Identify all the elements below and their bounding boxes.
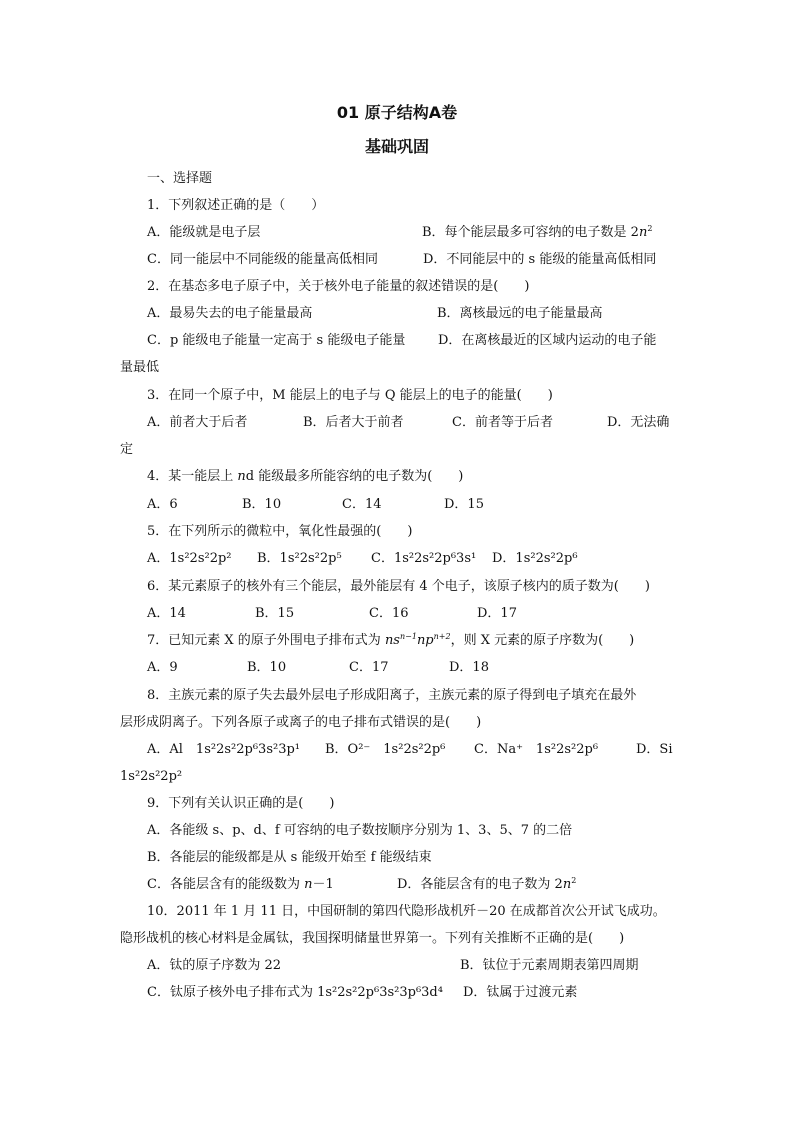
option-c: C．17: [349, 660, 389, 675]
question-4-options: [147, 497, 707, 513]
option-b: B．后者大于前者: [303, 415, 404, 430]
option-a: A．14: [147, 606, 186, 621]
option-a: A．6: [147, 497, 178, 512]
option-d: D．15: [444, 497, 484, 512]
option-c: C．16: [369, 606, 409, 621]
question-1-stem: 1．下列叙述正确的是（ ）: [147, 198, 325, 213]
option-d: D．17: [477, 606, 517, 621]
question-2-options-row1: [147, 306, 707, 322]
option-b: B．10: [242, 497, 282, 512]
question-5-stem: 5．在下列所示的微粒中，氧化性最强的( ): [147, 524, 413, 539]
option-a: A．最易失去的电子能量最高: [147, 306, 313, 321]
option-c: C．1s²2s²2p⁶3s¹: [371, 551, 477, 566]
option-c: C．各能层含有的能级数为 n－1: [147, 877, 334, 892]
question-2-stem: 2．在基态多电子原子中，关于核外电子能量的叙述错误的是( ): [147, 279, 530, 294]
option-b: B．1s²2s²2p⁵: [257, 551, 342, 566]
question-8-options: [147, 742, 707, 758]
question-9-stem: 9．下列有关认识正确的是( ): [147, 796, 335, 811]
question-6-stem: 6．某元素原子的核外有三个能层，最外能层有 4 个电子，该原子核内的质子数为( ): [147, 579, 650, 594]
question-7-stem: 7．已知元素 X 的原子外围电子排布式为 $ns^{n-1}np^{n+2}$，则 X 元素的原子序数为( ): [147, 632, 635, 648]
option-c: C．同一能层中不同能级的能量高低相同: [147, 252, 378, 267]
question-10-options-row1: [147, 958, 707, 974]
question-10-options-row2: [147, 985, 707, 1001]
option-d: D．各能层含有的电子数为 $2n^2$: [397, 876, 577, 892]
option-a: A．钛的原子序数为 22: [147, 958, 282, 973]
option-d: D．不同能层中的 s 能级的能量高低相同: [423, 252, 657, 267]
option-a: A．前者大于后者: [147, 415, 248, 430]
section-heading: 一、选择题: [147, 171, 213, 186]
question-9-option-b: B．各能层的能级都是从 s 能级开始至 f 能级结束: [147, 850, 432, 865]
option-d: D．1s²2s²2p⁶: [492, 551, 578, 566]
option-c: C．Na⁺ 1s²2s²2p⁶: [474, 742, 599, 757]
option-d: D．钛属于过渡元素: [463, 985, 578, 1000]
option-c: C．p 能级电子能量一定高于 s 能级电子能量: [147, 333, 406, 348]
question-8-option-d-continued: 1s²2s²2p²: [120, 769, 183, 784]
question-6-options: [147, 606, 707, 622]
question-4-stem: 4．某一能层上 nd 能级最多所能容纳的电子数为( ): [147, 469, 464, 484]
question-7-options: [147, 660, 707, 676]
question-5-options: [147, 551, 707, 567]
question-2-options-row2: [147, 333, 707, 349]
document-subtitle: 基础巩固: [364, 137, 429, 156]
question-8-stem-line1: 8．主族元素的原子失去最外层电子形成阳离子，主族元素的原子得到电子填充在最外: [147, 688, 637, 703]
option-c: C．14: [342, 497, 382, 512]
option-b: B．离核最远的电子能量最高: [437, 306, 603, 321]
option-a: A．能级就是电子层: [147, 225, 261, 240]
question-10-stem-line2: 隐形战机的核心材料是金属钛，我国探明储量世界第一。下列有关推断不正确的是( ): [120, 931, 625, 946]
question-9-option-a: A．各能级 s、p、d、f 可容纳的电子数按顺序分别为 1、3、5、7 的二倍: [147, 823, 573, 838]
question-2-option-d-continued: 量最低: [120, 360, 160, 375]
question-3-stem: 3．在同一个原子中，M 能层上的电子与 Q 能层上的电子的能量( ): [147, 388, 553, 403]
option-b: B．10: [247, 660, 287, 675]
question-3-option-d-continued: 定: [120, 442, 134, 457]
option-d: D．18: [449, 660, 489, 675]
option-b: B．15: [255, 606, 295, 621]
option-c: C．钛原子核外电子排布式为 1s²2s²2p⁶3s²3p⁶3d⁴: [147, 985, 443, 1000]
question-10-stem-line1: 10．2011 年 1 月 11 日，中国研制的第四代隐形战机歼－20 在成都首次公开试飞成功。: [147, 904, 666, 919]
option-d: D．Si: [636, 742, 673, 757]
option-d: D．在离核最近的区域内运动的电子能: [438, 333, 657, 348]
electron-configuration-formula: $ns^{n-1}np^{n+2}$: [384, 632, 451, 648]
option-b: B．每个能层最多可容纳的电子数是 $2n^2$: [422, 224, 653, 240]
option-a: A．1s²2s²2p²: [147, 551, 232, 566]
option-b: B．钛位于元素周期表第四周期: [460, 958, 639, 973]
question-1-options-row2: [147, 252, 707, 268]
option-a: A．9: [147, 660, 178, 675]
option-c: C．前者等于后者: [452, 415, 553, 430]
question-3-options: [147, 415, 707, 431]
question-9-options-row3: [147, 877, 707, 893]
option-a: A．Al 1s²2s²2p⁶3s²3p¹: [147, 742, 301, 757]
question-1-options-row1: [147, 225, 707, 241]
document-title: 01 原子结构A卷: [336, 103, 458, 122]
option-b: B．O²⁻ 1s²2s²2p⁶: [325, 742, 446, 757]
option-d: D．无法确: [607, 415, 670, 430]
question-8-stem-line2: 层形成阴离子。下列各原子或离子的电子排布式错误的是( ): [120, 715, 482, 730]
